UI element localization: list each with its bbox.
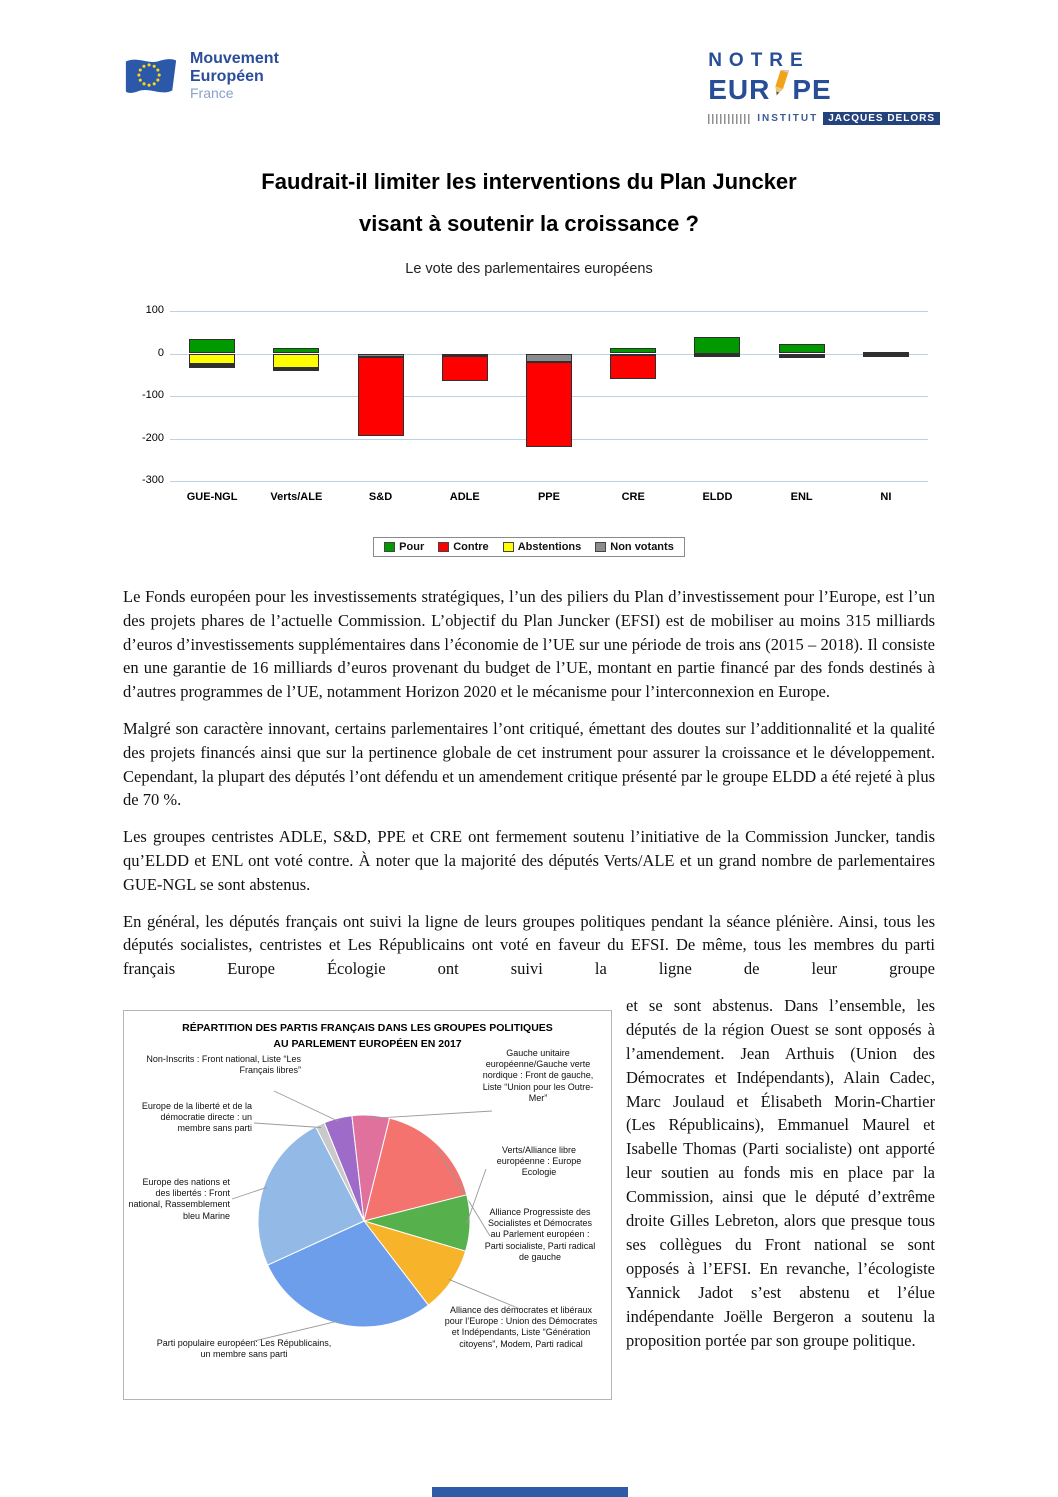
eu-star xyxy=(156,78,159,81)
legend-label: Pour xyxy=(399,541,425,553)
pie-and-text-row xyxy=(123,994,935,1400)
pie-leader-line xyxy=(254,1123,321,1128)
eu-star xyxy=(156,68,159,71)
bar-segment-contre xyxy=(358,357,404,436)
logo-notre-text: NOTRE xyxy=(708,50,810,71)
pie-slice-label: Alliance Progressiste des Socialistes et Démocrates au Parlement européen : Parti socialiste, Parti radical de gauche xyxy=(484,1206,596,1262)
jacques-delors-badge: JACQUES DELORS xyxy=(823,112,940,125)
pie-chart-box xyxy=(123,1010,612,1400)
legend-swatch xyxy=(503,542,514,552)
chart-subtitle: Le vote des parlementaires européens xyxy=(405,261,653,277)
pie-slice-label: Verts/Alliance libre européenne : Europe Ecologie xyxy=(496,1144,582,1178)
bar-segment-contre xyxy=(863,355,909,357)
eu-flag-icon xyxy=(122,54,180,98)
bar-segment-contre xyxy=(610,355,656,378)
bar-segment-contre xyxy=(526,362,572,447)
bar-segment-contre xyxy=(694,355,740,357)
votes-bar-chart xyxy=(124,304,934,557)
bar-segment-contre xyxy=(273,369,319,371)
legend-label: Abstentions xyxy=(517,541,582,553)
pie-slice-label: Alliance des démocrates et libéraux pour l’Europe : Union des Démocrates et Indépendants, Liste “Génération citoyens”, Modem, Parti radical xyxy=(444,1304,598,1349)
bar-segment-pour xyxy=(779,344,825,353)
pie-leader-line xyxy=(371,1111,492,1118)
me-logo-line1: Mouvement xyxy=(190,50,279,67)
institut-jacques-delors-line xyxy=(708,112,940,125)
pie-title-line-1: RÉPARTITION DES PARTIS FRANÇAIS DANS LES GROUPES POLITIQUES xyxy=(182,1021,553,1034)
x-axis-category-label: ENL xyxy=(790,491,813,503)
pie-slice-label: Europe des nations et des libertés : Front national, Rassemblement bleu Marine xyxy=(128,1176,230,1221)
bar-chart-plot-area xyxy=(124,304,934,511)
article-body xyxy=(123,585,935,1400)
pie-slice-label: Parti populaire européen: Les Républicains, un membre sans parti xyxy=(156,1337,332,1360)
pie-leader-line xyxy=(274,1091,339,1121)
eu-star xyxy=(142,82,145,85)
me-logo-line2: Européen xyxy=(190,67,264,85)
bar-segment-non-votants xyxy=(526,354,572,361)
mouvement-europeen-logo xyxy=(122,50,279,101)
logo-eur-text: EUR xyxy=(708,73,771,105)
eu-star xyxy=(139,78,142,81)
x-axis-category-label: Verts/ALE xyxy=(270,491,323,503)
paragraph-2: Malgré son caractère innovant, certains parlementaires l’ont critiqué, émettant des doutes sur l’additionnalité et la qualité des projets financés ainsi que sur la pertinence globale de cet instrument pour assurer la croissance et le développement. Cependant, la plupart des députés l’ont défendu et un amendement critique présenté par le groupe ELDD a été rejeté à plus de 70 %. xyxy=(123,718,935,810)
chart-legend-row xyxy=(124,537,934,557)
eu-star xyxy=(158,73,161,76)
x-axis-category-label: NI xyxy=(880,491,892,503)
eu-star xyxy=(148,63,151,66)
notre-europe-logo xyxy=(708,50,940,125)
legend-swatch xyxy=(438,542,449,552)
legend-swatch xyxy=(384,542,395,552)
legend-item xyxy=(384,541,424,553)
bar-segment-pour xyxy=(694,337,740,354)
legend-label: Contre xyxy=(453,541,489,553)
me-logo-line3: France xyxy=(190,84,234,101)
legend-label: Non votants xyxy=(610,541,674,553)
bar-segment-abstentions xyxy=(189,354,235,365)
eu-star xyxy=(137,73,140,76)
pie-slice-label: Europe de la liberté et de la démocratie directe : un membre sans parti xyxy=(141,1100,252,1134)
x-axis-category-label: S&D xyxy=(368,491,393,503)
title-line-1: Faudrait-il limiter les interventions du Plan Juncker xyxy=(261,169,797,194)
institut-label: INSTITUT xyxy=(757,113,819,124)
eu-star xyxy=(153,82,156,85)
footer-bar xyxy=(432,1487,628,1497)
bar-segment-contre xyxy=(189,366,235,368)
pie-slice-label: Gauche unitaire européenne/Gauche verte nordique : Front de gauche, Liste “Union pour les Outre-Mer” xyxy=(482,1047,594,1103)
y-axis-tick-label: -200 xyxy=(141,431,164,444)
chart-legend xyxy=(373,537,685,557)
x-axis-category-label: GUE-NGL xyxy=(186,491,238,503)
legend-item xyxy=(503,541,582,553)
x-axis-category-label: ADLE xyxy=(449,491,480,503)
logo-pe-text: PE xyxy=(792,73,832,105)
y-axis-tick-label: -300 xyxy=(141,474,164,486)
gridline xyxy=(170,311,928,312)
page-header xyxy=(0,0,1058,125)
pie-slice-label: Non-Inscrits : Front national, Liste “Les Français libres” xyxy=(146,1053,301,1076)
eu-star xyxy=(153,64,156,67)
pencil-icon xyxy=(771,70,791,105)
paragraph-1: Le Fonds européen pour les investissements stratégiques, l’un des piliers du Plan d’investissement pour l’Europe, est l’un des projets phares de l’actuelle Commission. L’objectif du Plan Juncker (EFSI) est de mobiliser au moins 315 milliards d’euros d’investissements supplémentaires dans l’économie de l’UE sur une période de trois ans (2015 – 2018). Il consiste en une garantie de 16 milliards d’euros provenant du budget de l’UE, montant en partie financé par des fonds destinés à d’autres programmes de l’UE, notamment Horizon 2020 et le mécanisme pour l’interconnexion en Europe. xyxy=(123,587,935,702)
gridline xyxy=(170,481,928,482)
title-line-2: visant à soutenir la croissance ? xyxy=(359,211,699,236)
x-axis-category-label: CRE xyxy=(621,491,645,503)
y-axis-tick-label: 100 xyxy=(145,304,164,316)
logo-europe-text xyxy=(708,72,940,107)
legend-item xyxy=(438,541,488,553)
paragraph-4-intro: En général, les députés français ont suivi la ligne de leurs groupes politiques pendant la séance plénière. Ainsi, tous les députés socialistes, centristes et Les Républicains ont voté en faveur du EFSI. De même, tous les membres du parti français Europe Écologie ont suivi la ligne de leur groupe xyxy=(123,911,935,979)
bar-segment-pour xyxy=(189,339,235,353)
legend-item xyxy=(595,541,674,553)
bar-segment-contre xyxy=(779,356,825,359)
x-axis-category-label: ELDD xyxy=(702,491,733,503)
y-axis-tick-label: 0 xyxy=(157,346,164,359)
paragraph-4-continued: et se sont abstenus. Dans l’ensemble, les députés de la région Ouest se sont opposés à l’amendement. Jean Arthuis (Union des Démocrates et Indépendants), Alain Cadec, Marc Joulaud et Élisabeth Morin-Chartier (Les Républicains), Emmanuel Maurel et Isabelle Thomas (Parti socialiste) ont apporté leur soutien au fonds mis en place par la Commission, ainsi que le député d’extrême droite Gilles Lebreton, alors que presque tous ses collègues du Front national se sont opposés à l’EFSI. En revanche, l’écologiste Yannick Jadot s’est abstenu et l’élue indépendante Joëlle Bergeron a soutenu la proposition portée par son groupe politique. xyxy=(626,995,935,1350)
bar-segment-abstentions xyxy=(273,354,319,368)
pie-title-line-2: AU PARLEMENT EUROPÉEN EN 2017 xyxy=(273,1038,462,1051)
x-axis-category-label: PPE xyxy=(537,491,560,503)
hatch-marks-icon xyxy=(708,114,752,124)
legend-swatch xyxy=(595,542,606,552)
eu-star xyxy=(148,83,151,86)
eu-star xyxy=(142,64,145,67)
y-axis-tick-label: -100 xyxy=(141,389,164,401)
paragraph-3: Les groupes centristes ADLE, S&D, PPE et CRE ont fermement soutenu l’initiative de la Commission Juncker, tandis qu’ELDD et ENL ont voté contre. À noter que la majorité des députés Verts/ALE et un grand nombre de parlementaires GUE-NGL se sont abstenus. xyxy=(123,827,935,894)
page-title xyxy=(0,161,1058,245)
eu-star xyxy=(139,68,142,71)
bar-segment-contre xyxy=(442,356,488,382)
